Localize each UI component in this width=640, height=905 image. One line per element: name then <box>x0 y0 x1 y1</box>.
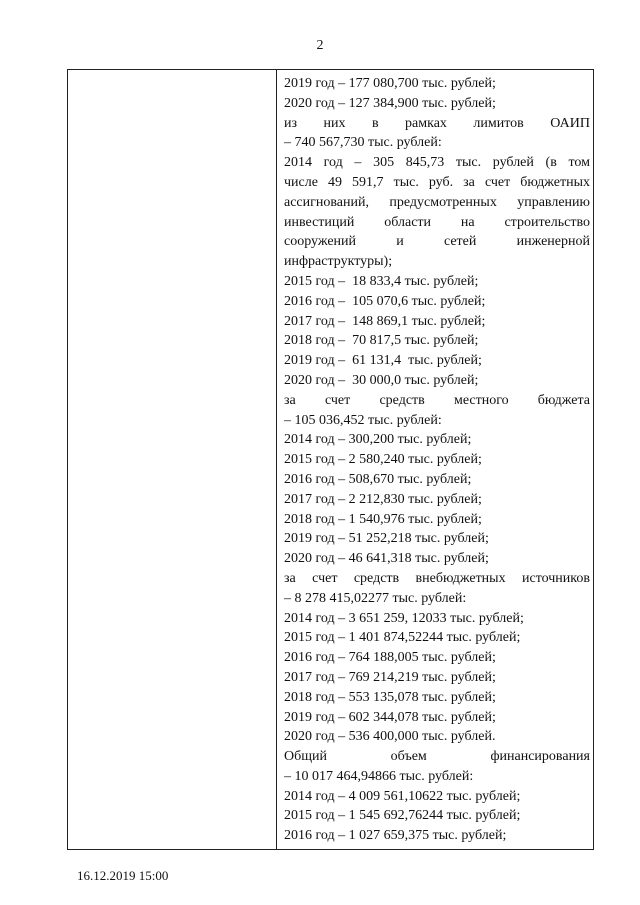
page-number: 2 <box>316 38 324 53</box>
text-line: 2015 год – 18 833,4 тыс. рублей; <box>284 273 479 289</box>
text-line: 2016 год – 105 070,6 тыс. рублей; <box>284 293 486 309</box>
text-line: – 8 278 415,02277 тыс. рублей: <box>284 590 467 606</box>
date-time-stamp: 16.12.2019 15:00 <box>77 868 169 883</box>
text-line: 2019 год – 61 131,4 тыс. рублей; <box>284 353 482 369</box>
text-line: 2020 год – 536 400,000 тыс. рублей. <box>284 729 496 745</box>
text-line: 2015 год – 1 401 874,52244 тыс. рублей; <box>284 630 521 646</box>
text-line: 2014 год – 305 845,73 тыс. рублей (в том <box>284 155 590 171</box>
text-line: – 10 017 464,94866 тыс. рублей: <box>284 768 474 784</box>
text-line: 2014 год – 3 651 259, 12033 тыс. рублей; <box>284 610 524 626</box>
text-line: Общий объем финансирования <box>284 749 590 765</box>
text-line: 2018 год – 70 817,5 тыс. рублей; <box>284 333 479 349</box>
text-line: 2017 год – 2 212,830 тыс. рублей; <box>284 491 482 507</box>
text-line: инвестиций области на строительство <box>284 214 590 230</box>
text-line: 2017 год – 769 214,219 тыс. рублей; <box>284 669 496 685</box>
text-line: 2019 год – 602 344,078 тыс. рублей; <box>284 709 496 725</box>
text-line: 2018 год – 553 135,078 тыс. рублей; <box>284 689 496 705</box>
text-line: 2019 год – 177 080,700 тыс. рублей; <box>284 76 496 91</box>
text-line: 2020 год – 46 641,318 тыс. рублей; <box>284 551 489 567</box>
text-line: за счет средств внебюджетных источников <box>284 570 590 586</box>
text-line: 2014 год – 4 009 561,10622 тыс. рублей; <box>284 788 521 804</box>
financing-text-cell <box>284 74 590 846</box>
text-line: 2017 год – 148 869,1 тыс. рублей; <box>284 313 486 329</box>
text-line: ассигнований, предусмотренных управлению <box>284 194 590 210</box>
text-line: 2014 год – 300,200 тыс. рублей; <box>284 432 472 448</box>
text-line: 2016 год – 1 027 659,375 тыс. рублей; <box>284 828 507 844</box>
text-line: – 740 567,730 тыс. рублей: <box>284 135 442 151</box>
text-line: – 105 036,452 тыс. рублей: <box>284 412 442 428</box>
text-line: 2015 год – 2 580,240 тыс. рублей; <box>284 452 482 468</box>
text-line: 2016 год – 508,670 тыс. рублей; <box>284 471 472 487</box>
text-line: 2018 год – 1 540,976 тыс. рублей; <box>284 511 482 527</box>
text-line: из них в рамках лимитов ОАИП <box>284 115 590 131</box>
column-divider <box>276 70 277 849</box>
text-line: сооружений и сетей инженерной <box>284 234 590 250</box>
text-line: 2020 год – 127 384,900 тыс. рублей; <box>284 95 496 111</box>
text-line: 2019 год – 51 252,218 тыс. рублей; <box>284 531 489 547</box>
text-line: числе 49 591,7 тыс. руб. за счет бюджетных <box>284 174 590 190</box>
text-line: за счет средств местного бюджета <box>284 392 590 408</box>
text-line: 2020 год – 30 000,0 тыс. рублей; <box>284 372 479 388</box>
text-line: инфраструктуры); <box>284 254 393 270</box>
text-line: 2016 год – 764 188,005 тыс. рублей; <box>284 650 496 666</box>
text-line: 2015 год – 1 545 692,76244 тыс. рублей; <box>284 808 521 824</box>
document-table <box>67 69 594 850</box>
